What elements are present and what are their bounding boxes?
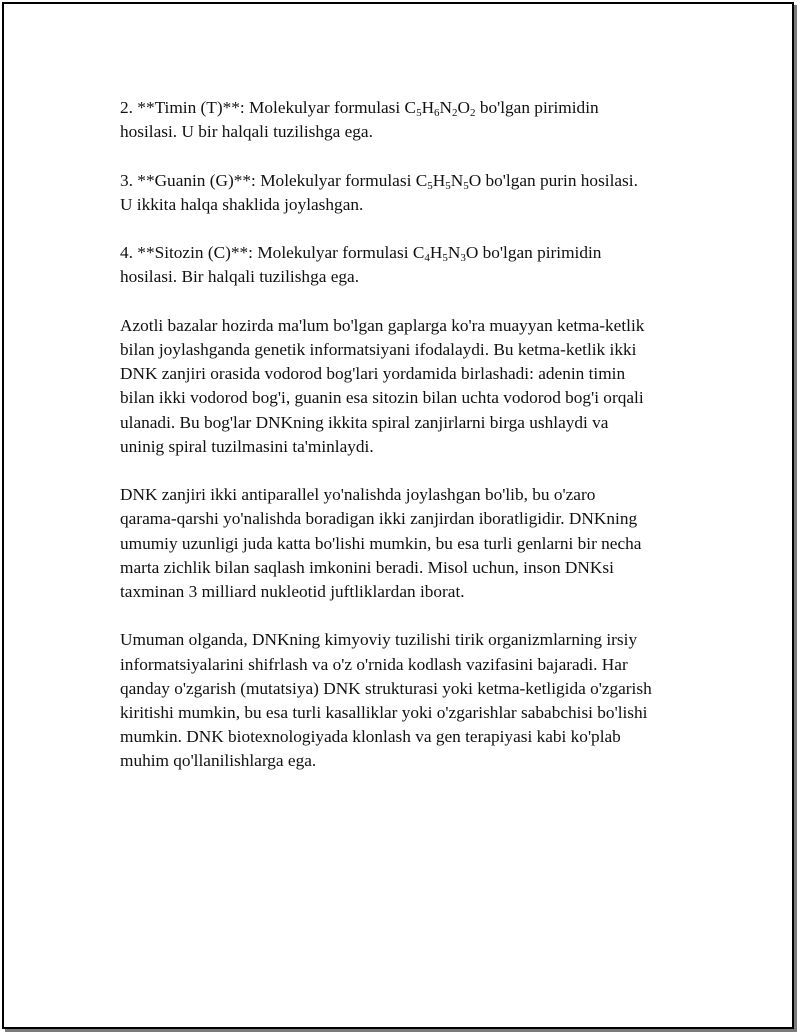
- paragraph-antiparallel: [120, 483, 710, 604]
- text-line: taxminan 3 milliard nukleotid juftliklardan iborat.: [120, 582, 465, 601]
- item-description-line2: hosilasi. U bir halqali tuzilishga ega.: [120, 122, 373, 142]
- text-line: qarama-qarshi yo'nalishda boradigan ikki zanjirdan iboratligidir. DNKning: [120, 509, 638, 529]
- paragraph-base-pairing: [120, 314, 710, 459]
- list-item-sitozin: [120, 241, 710, 289]
- item-description: bo'lgan pirimidin: [479, 98, 599, 117]
- text-line: marta zichlik bilan saqlash imkonini beradi. Misol uchun, inson DNKsi: [120, 557, 614, 577]
- text-line: mumkin. DNK biotexnologiyada klonlash va gen terapiyasi kabi ko'plab: [120, 727, 621, 747]
- item-number: 4.: [120, 243, 133, 263]
- molecular-formula: $C_5H_6N_2O_2$: [404, 98, 476, 119]
- text-line: informatsiyalarini shifrlash va o'z o'rnida kodlash vazifasini bajaradi. Har: [120, 654, 628, 674]
- item-name: **Sitozin (C)**:: [137, 243, 253, 263]
- item-description: bo'lgan purin hosilasi.: [485, 170, 638, 190]
- text-line: DNK zanjiri ikki antiparallel yo'nalishda joylashgan bo'lib, bu o'zaro: [120, 485, 596, 505]
- text-line: ulanadi. Bu bog'lar DNKning ikkita spiral zanjirlarni birga ushlaydi va: [120, 412, 609, 432]
- text-line: umumiy uzunligi juda katta bo'lishi mumkin, bu esa turli genlarni bir necha: [120, 533, 642, 553]
- molecular-formula: $C_4H_5N_3O$: [412, 243, 479, 265]
- formula-label: Molekulyar formulasi: [260, 170, 412, 190]
- paragraph-conclusion: [120, 628, 710, 773]
- document-body: [120, 96, 710, 798]
- formula-label: Molekulyar formulasi: [257, 243, 409, 263]
- item-description-line2: U ikkita halqa shaklida joylashgan.: [120, 194, 364, 214]
- molecular-formula: $C_5H_5N_5O$: [415, 170, 482, 192]
- item-name: **Timin (T)**:: [137, 98, 245, 117]
- text-line: qanday o'zgarish (mutatsiya) DNK strukturasi yoki ketma-ketligida o'zgarish: [120, 678, 652, 698]
- item-description: bo'lgan pirimidin: [482, 243, 602, 263]
- item-description-line2: hosilasi. Bir halqali tuzilishga ega.: [120, 267, 360, 287]
- text-line: bilan ikki vodorod bog'i, guanin esa sitozin bilan uchta vodorod bog'i orqali: [120, 388, 644, 408]
- text-line: DNK zanjiri orasida vodorod bog'lari yordamida birlashadi: adenin timin: [120, 364, 626, 384]
- formula-label: Molekulyar formulasi: [249, 98, 401, 117]
- text-line: muhim qo'llanilishlarga ega.: [120, 751, 317, 771]
- text-line: Azotli bazalar hozirda ma'lum bo'lgan gaplarga ko'ra muayyan ketma-ketlik: [120, 315, 645, 335]
- text-line: Umuman olganda, DNKning kimyoviy tuzilishi tirik organizmlarning irsiy: [120, 630, 638, 650]
- text-line: bilan joylashganda genetik informatsiyani ifodalaydi. Bu ketma-ketlik ikki: [120, 339, 637, 359]
- item-name: **Guanin (G)**:: [137, 170, 256, 190]
- text-line: uninig spiral tuzilmasini ta'minlaydi.: [120, 436, 374, 456]
- document-page: [2, 2, 794, 1029]
- item-number: 3.: [120, 170, 133, 190]
- text-line: kiritishi mumkin, bu esa turli kasalliklar yoki o'zgarishlar sababchisi bo'lishi: [120, 703, 648, 722]
- list-item-guanin: [120, 169, 710, 217]
- list-item-timin: [120, 96, 710, 144]
- item-number: 2.: [120, 98, 133, 117]
